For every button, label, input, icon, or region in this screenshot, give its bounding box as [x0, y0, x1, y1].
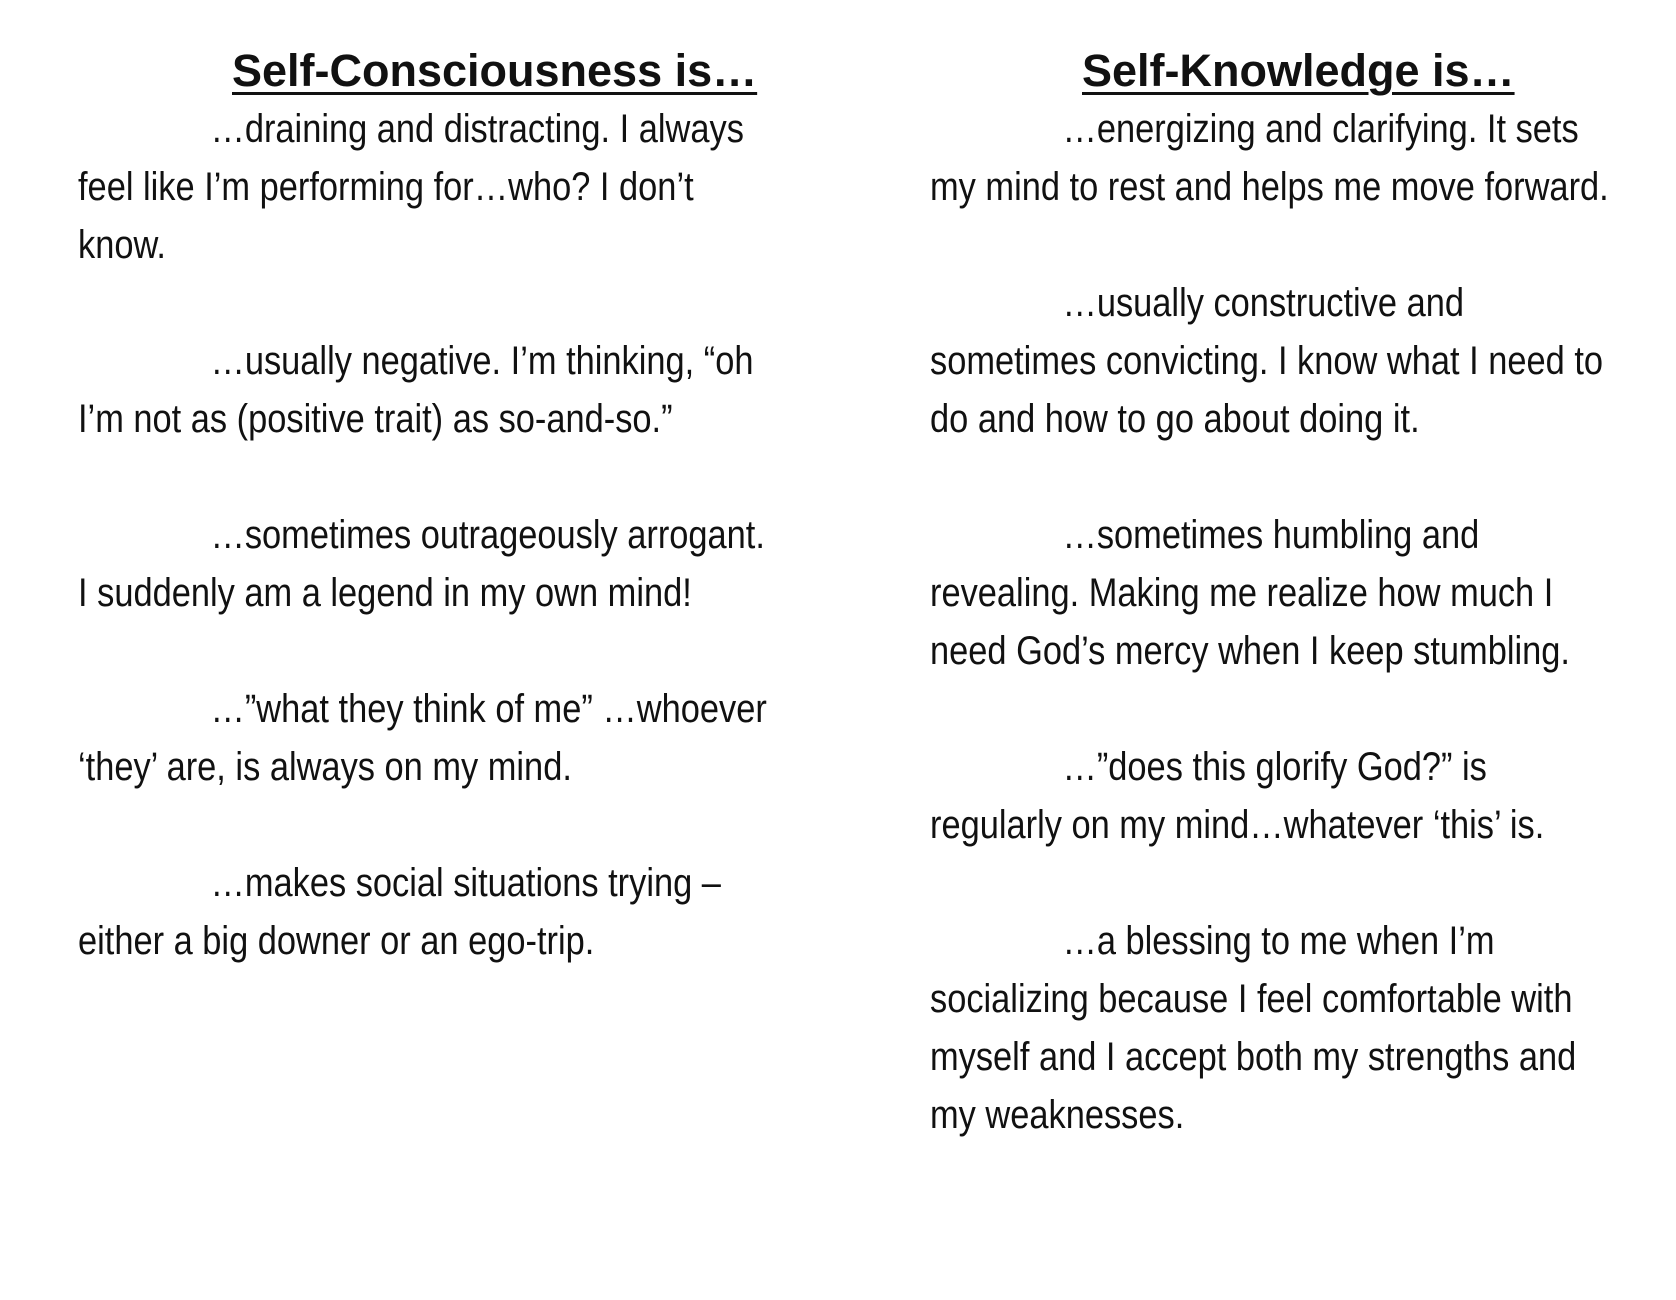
self-knowledge-entry-2: …usually constructive and sometimes convicting. I know what I need to do and how to go about doing it.	[930, 281, 1604, 441]
self-consciousness-entry-4: …”what they think of me” …whoever ‘they’ are, is always on my mind.	[78, 687, 767, 789]
self-consciousness-heading: Self-Consciousness is…	[232, 45, 758, 96]
self-knowledge-entry-4: …”does this glorify God?” is regularly on my mind…whatever ‘this’ is.	[930, 745, 1545, 847]
self-knowledge-column	[930, 42, 1620, 1144]
self-knowledge-heading: Self-Knowledge is…	[1082, 45, 1515, 96]
self-knowledge-entry-1: …energizing and clarifying. It sets my mind to rest and helps me move forward.	[930, 107, 1609, 209]
self-knowledge-entry-5: …a blessing to me when I’m socializing because I feel comfortable with myself and I accept both my strengths and my weaknesses.	[930, 919, 1577, 1137]
self-knowledge-entry-3: …sometimes humbling and revealing. Making me realize how much I need God’s mercy when I keep stumbling.	[930, 513, 1570, 673]
self-consciousness-column	[78, 42, 778, 970]
self-consciousness-entry-2: …usually negative. I’m thinking, “oh I’m not as (positive trait) as so-and-so.”	[78, 339, 754, 441]
self-consciousness-entry-3: …sometimes outrageously arrogant. I suddenly am a legend in my own mind!	[78, 513, 765, 615]
self-consciousness-entry-5: …makes social situations trying – either a big downer or an ego-trip.	[78, 861, 721, 963]
self-consciousness-entry-1: …draining and distracting. I always feel like I’m performing for…who? I don’t know.	[78, 107, 744, 267]
